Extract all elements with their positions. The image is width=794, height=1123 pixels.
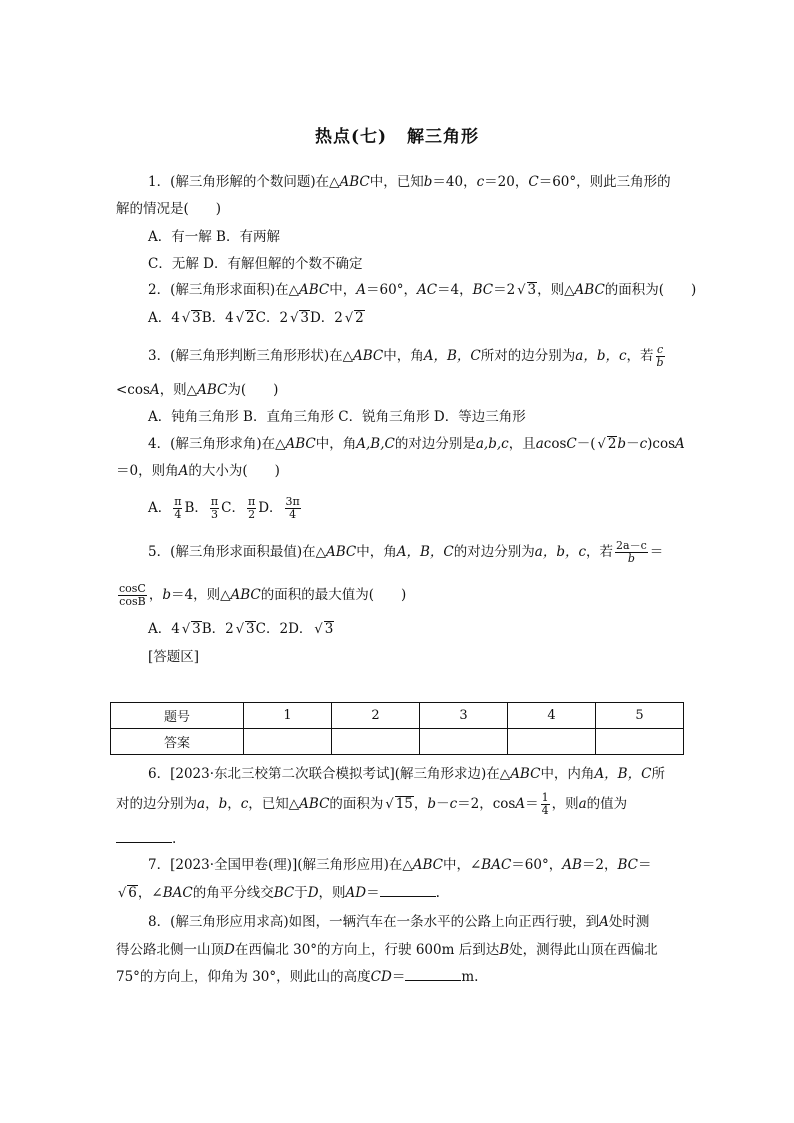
table-number-cell: 4 [508, 703, 596, 729]
q4-line1: 4．(解三角形求角)在△ABC中，角A,B,C的对边分别是a,b,c，且acosC－( √ 2b－c)cosA [148, 436, 685, 452]
q5-fraction-right: $\frac{\cos C}{\cos B}$ [119, 582, 146, 608]
answer-cell[interactable] [332, 729, 420, 755]
q2-line1: 2．(解三角形求面积)在△ABC中，A＝60°，AC＝4，BC＝2 √ 3，则△ABC的面积为( ) [148, 282, 697, 298]
q3-options: A．钝角三角形 B．直角三角形 C．锐角三角形 D．等边三角形 [148, 409, 526, 425]
q5-options: A．4 √ 3B．2 √ 3C．2D． √ 3 [148, 621, 334, 637]
answer-cell[interactable] [244, 729, 332, 755]
table-number-cell: 5 [596, 703, 684, 729]
q5-line1: 5．(解三角形求面积最值)在△ABC中，角A，B，C的对边分别为a，b，c，若 $\frac{2a-c}{b}$ ＝ [148, 539, 664, 565]
q7-answer-blank[interactable] [380, 884, 436, 897]
q6-line1: 6．[2023·东北三校第二次联合模拟考试](解三角形求边)在△ABC中，内角A，B，C所 [148, 766, 665, 782]
answer-table [110, 702, 684, 755]
table-header-label: 题号 [111, 703, 244, 729]
table-number-cell: 1 [244, 703, 332, 729]
answer-cell[interactable] [596, 729, 684, 755]
q1-options-1: A．有一解 B．有两解 [148, 229, 280, 245]
q2-options: A．4 √ 3B．4 √ 2C．2 √ 3D．2 √ 2 [148, 310, 364, 326]
q3-line2: <cosA，则△ABC为( ) [116, 382, 279, 398]
table-answer-label: 答案 [111, 729, 244, 755]
answer-cell[interactable] [508, 729, 596, 755]
q8-answer-blank[interactable] [405, 968, 461, 981]
q4-options: A． $\frac{\pi}{4}$ B． $\frac{\pi}{3}$ C． $\frac{\pi}{2}$ D． $\frac{3\pi}{4}$ [148, 495, 300, 521]
q3-line1: 3．(解三角形判断三角形形状)在△ABC中，角A，B，C所对的边分别为a，b，c，若 $\frac{c}{b}$ [148, 343, 664, 369]
title-main: 热点(七) [314, 127, 388, 147]
table-number-cell: 2 [332, 703, 420, 729]
q1-line2: 解的情况是( ) [116, 201, 222, 217]
title-sub: 解三角形 [407, 127, 480, 147]
page-title [0, 122, 794, 147]
q6-answer-blank[interactable] [116, 830, 172, 843]
q5-line2: $\frac{\cos C}{\cos B}$ ，b＝4，则△ABC的面积的最大值为( ) [119, 582, 407, 608]
q6-line2: 对的边分别为a，b，c，已知△ABC的面积为 √ 15，b－c＝2，cosA＝ $\frac{1}{4}$ ，则a的值为 [116, 791, 628, 817]
answer-table-header-row [111, 703, 684, 729]
q8-line3: 75°的方向上，仰角为 30°，则此山的高度CD＝ m. [116, 969, 479, 985]
q4-line2: ＝0，则角A的大小为( ) [116, 463, 280, 479]
answer-cell[interactable] [420, 729, 508, 755]
q8-line2: 得公路北侧一山顶D在西偏北 30°的方向上，行驶 600m 后到达B处，测得此山顶在西偏北 [116, 942, 658, 958]
q1-options-2: C．无解 D．有解但解的个数不确定 [148, 256, 363, 272]
q7-line1: 7．[2023·全国甲卷(理)](解三角形应用)在△ABC中，∠BAC＝60°，AB＝2，BC＝ [148, 857, 652, 873]
table-number-cell: 3 [420, 703, 508, 729]
q1-line1: 1．(解三角形解的个数问题)在△ABC中，已知b＝40，c＝20，C＝60°，则此三角形的 [148, 174, 671, 190]
q7-line2: √ 6，∠BAC的角平分线交BC于D，则AD＝ . [118, 885, 440, 901]
q6-line3: . [116, 829, 176, 849]
q3-fraction: $\frac{c}{b}$ [656, 343, 664, 369]
answer-area-label: [答题区] [148, 649, 200, 665]
answer-table-answer-row [111, 729, 684, 755]
q8-line1: 8．(解三角形应用求高)如图，一辆汽车在一条水平的公路上向正西行驶，到A处时测 [148, 914, 650, 930]
q5-fraction-left: $\frac{2a-c}{b}$ [616, 539, 647, 565]
